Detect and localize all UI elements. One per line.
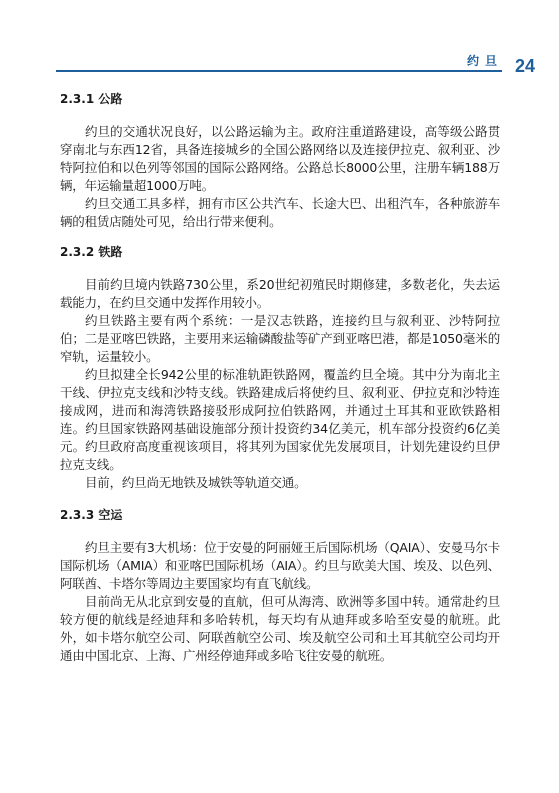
section-heading-railway: 2.3.2 铁路 — [60, 245, 123, 259]
running-header-country: 约旦 — [467, 54, 504, 68]
section-heading-road: 2.3.1 公路 — [60, 92, 123, 106]
section-heading-air: 2.3.3 空运 — [60, 508, 123, 522]
paragraph: 目前尚无从北京到安曼的直航，但可从海湾、欧洲等多国中转。通常赴约旦较方便的航线是经迪拜和多哈转机，每天均有从迪拜或多哈至安曼的航班。此外，如卡塔尔航空公司、阿联酋航空公司、埃及航空公司和土耳其航空公司均开通由中国北京、上海、广州经停迪拜或多哈飞往安曼的航班。 — [60, 594, 500, 663]
paragraph: 约旦交通工具多样，拥有市区公共汽车、长途大巴、出租汽车，各种旅游车辆的租赁店随处可见，给出行带来便利。 — [60, 196, 500, 229]
header-rule — [56, 70, 502, 72]
paragraph: 约旦铁路主要有两个系统：一是汉志铁路，连接约旦与叙利亚、沙特阿拉伯；二是亚喀巴铁路，主要用来运输磷酸盐等矿产到亚喀巴港，都是1050毫米的窄轨，运量较小。 — [60, 313, 500, 364]
section-body-railway — [60, 276, 500, 492]
paragraph: 目前，约旦尚无地铁及城铁等轨道交通。 — [85, 475, 307, 490]
section-body-air — [60, 539, 500, 665]
page-number: 24 — [515, 56, 536, 76]
page-body — [60, 90, 500, 665]
paragraph: 目前约旦境内铁路730公里，系20世纪初殖民时期修建，多数老化，失去运载能力，在约旦交通中发挥作用较小。 — [60, 277, 500, 310]
section-body-road — [60, 123, 500, 231]
paragraph: 约旦拟建全长942公里的标准轨距铁路网，覆盖约旦全境。其中分为南北主干线、伊拉克支线和沙特支线。铁路建成后将使约旦、叙利亚、伊拉克和沙特连接成网，进而和海湾铁路接驳形成阿拉伯铁路网，并通过土耳其和亚欧铁路相连。约旦国家铁路网基础设施部分预计投资约34亿美元，机车部分投资约6亿美元。约旦政府高度重视该项目，将其列为国家优先发展项目，计划先建设约旦伊拉克支线。 — [60, 367, 500, 472]
paragraph: 约旦主要有3大机场：位于安曼的阿丽娅王后国际机场（QAIA）、安曼马尔卡国际机场（AMIA）和亚喀巴国际机场（AIA）。约旦与欧美大国、埃及、以色列、阿联酋、卡塔尔等周边主要国家均有直飞航线。 — [60, 540, 500, 591]
paragraph: 约旦的交通状况良好，以公路运输为主。政府注重道路建设，高等级公路贯穿南北与东西12省，具备连接城乡的全国公路网络以及连接伊拉克、叙利亚、沙特阿拉伯和以色列等邻国的国际公路网络。公路总长8000公里，注册车辆188万辆，年运输量超1000万吨。 — [60, 124, 500, 193]
